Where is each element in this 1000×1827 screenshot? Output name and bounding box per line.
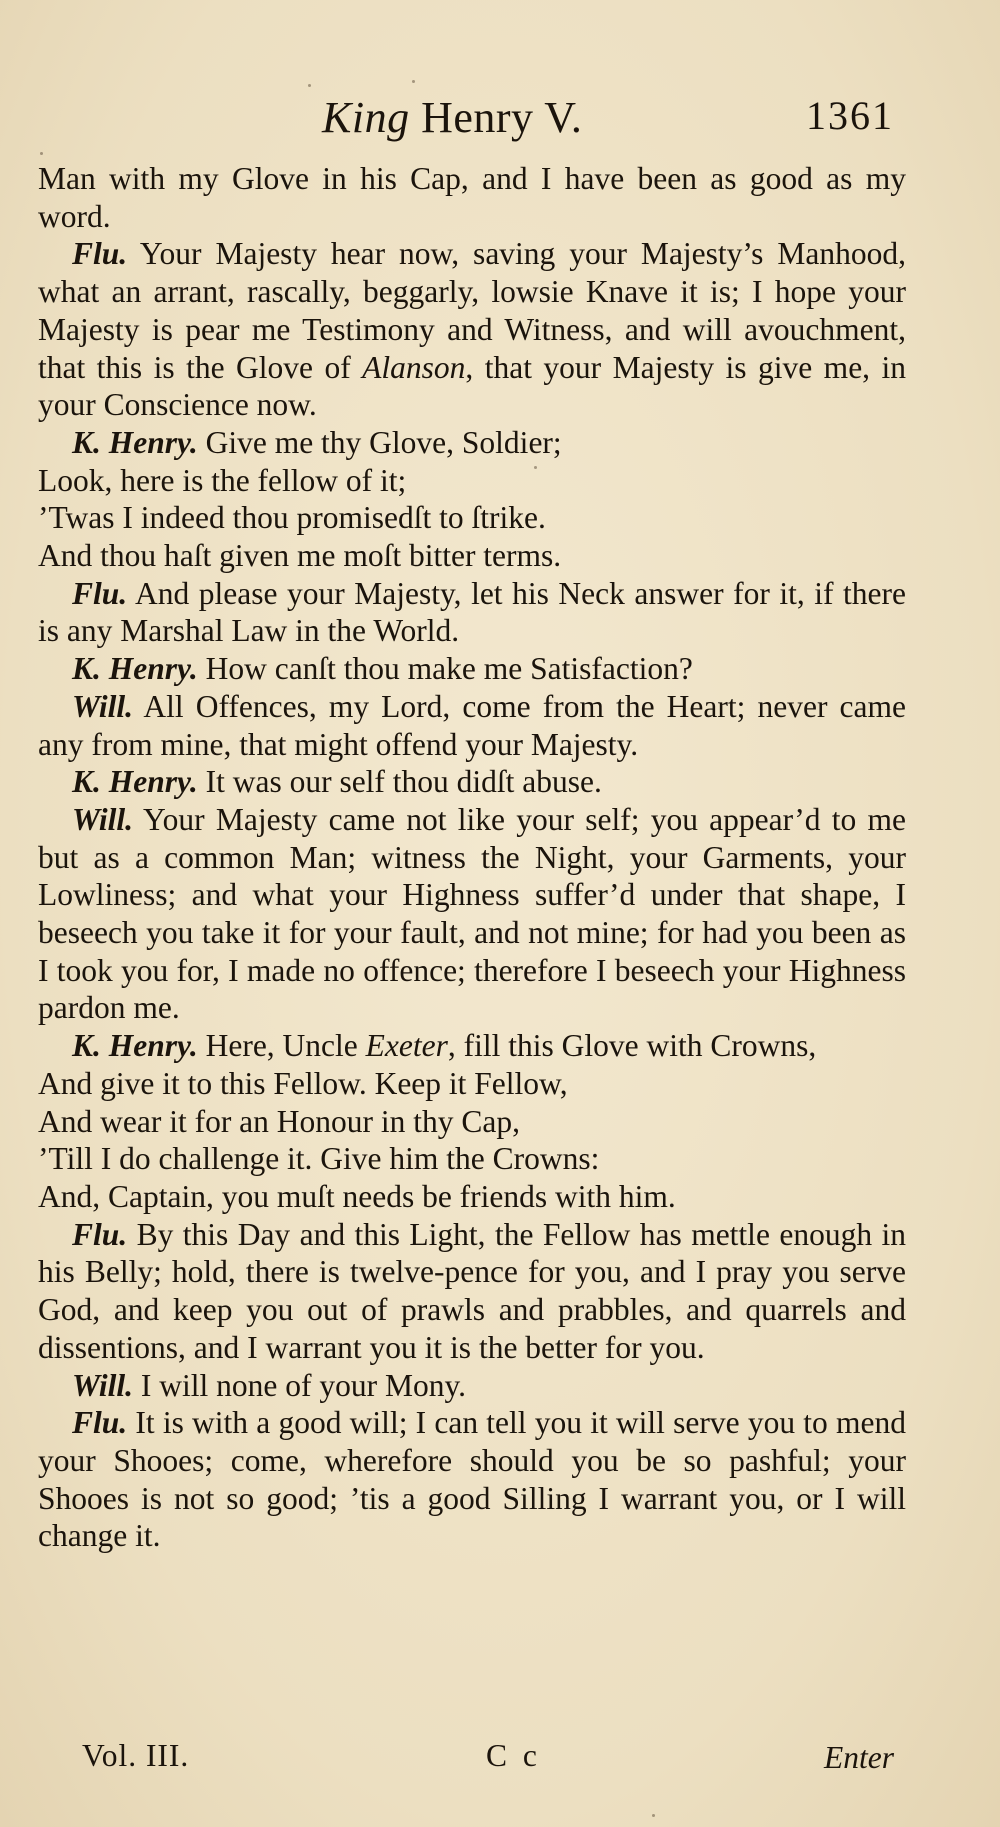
dialogue-text: ’Twas I indeed thou promisedſt to ſtrike. <box>38 500 546 536</box>
speech-paragraph <box>38 575 906 650</box>
running-title-rest: Henry V. <box>409 93 583 142</box>
dialogue-text: And please your Majesty, let his Neck answer for it, if there is any Marshal Law in the World. <box>38 575 906 649</box>
dialogue-text: Look, here is the fellow of it; <box>38 462 407 498</box>
speaker-name: K. Henry. <box>72 651 198 687</box>
dialogue-text: And, Captain, you muſt needs be friends with him. <box>38 1178 676 1214</box>
speech-paragraph <box>38 688 906 763</box>
ink-speck <box>412 80 415 83</box>
italic-name: Alanson <box>362 349 466 385</box>
dialogue-text: , fill this Glove with Crowns, <box>447 1028 817 1064</box>
dialogue-text: Give me thy Glove, Soldier; <box>197 424 562 460</box>
verse-line <box>38 1103 906 1141</box>
dialogue-text: Here, Uncle <box>197 1028 366 1064</box>
ink-speck <box>534 466 537 469</box>
speech-paragraph <box>38 763 906 801</box>
speech-paragraph <box>38 801 906 1027</box>
verse-line <box>38 1140 906 1178</box>
running-head <box>0 92 1000 152</box>
dialogue-text: I will none of your Mony. <box>132 1367 467 1403</box>
dialogue-text: Your Majesty came not like your self; you appear’d to me but as a common Man; witness the Night, your Garments, your Lowliness; and what your Highness suffer’d under that shape, I beseech you take it for your fault, and not mine; for had you been as I took you for, I made no offence; therefore I beseech your Highness pardon me. <box>38 801 906 1026</box>
verse-line <box>38 499 906 537</box>
speech-paragraph <box>38 1404 906 1555</box>
volume-signature: Vol. III. <box>82 1738 190 1773</box>
speaker-name: Flu. <box>72 236 128 272</box>
catchword: Enter <box>824 1740 894 1775</box>
ink-speck <box>652 1814 655 1817</box>
verse-line <box>38 1027 906 1065</box>
dialogue-text: It was our self thou didſt abuse. <box>197 764 602 800</box>
verse-line <box>38 462 906 500</box>
speaker-name: Flu. <box>72 575 128 611</box>
speaker-name: Flu. <box>72 1216 128 1252</box>
page-number: 1361 <box>806 93 894 138</box>
dialogue-text: It is with a good will; I can tell you it will serve you to mend your Shooes; come, wherefore should you be so pashful; your Shooes is not so good; ’tis a good Silling I warrant you, or I will change it. <box>38 1405 906 1554</box>
speaker-name: Will. <box>72 801 133 837</box>
verse-line <box>38 537 906 575</box>
speaker-name: Will. <box>72 1367 133 1403</box>
dialogue-text: All Offences, my Lord, come from the Heart; never came any from mine, that might offend your Majesty. <box>38 688 906 762</box>
dialogue-text: Your Majesty hear now, saving your Majesty’s Manhood, what an arrant, rascally, beggarly, lowsie Knave it is; I hope your Majesty is pear me Testimony and Witness, and will avouchment, that this is the Glove of <box>38 236 906 385</box>
speech-paragraph <box>38 160 906 235</box>
play-text <box>38 160 906 1555</box>
dialogue-text: And give it to this Fellow. Keep it Fellow, <box>38 1065 568 1101</box>
ink-speck <box>40 152 43 155</box>
dialogue-text: ’Till I do challenge it. Give him the Crowns: <box>38 1141 600 1177</box>
speaker-name: K. Henry. <box>72 424 198 460</box>
speaker-name: K. Henry. <box>72 764 198 800</box>
speech-paragraph <box>38 1367 906 1405</box>
speaker-name: Flu. <box>72 1405 128 1441</box>
speaker-name: K. Henry. <box>72 1028 198 1064</box>
speech-paragraph <box>38 235 906 424</box>
running-title <box>322 92 582 143</box>
speech-paragraph <box>38 1216 906 1367</box>
speech-paragraph <box>38 650 906 688</box>
ink-speck <box>308 84 311 87</box>
dialogue-text: And wear it for an Honour in thy Cap, <box>38 1103 521 1139</box>
verse-line <box>38 1178 906 1216</box>
dialogue-text: By this Day and this Light, the Fellow has mettle enough in his Belly; hold, there is twelve-pence for you, and I pray you serve God, and keep you out of prawls and prabbles, and quarrels and dissentions, and I warrant you it is the better for you. <box>38 1216 906 1365</box>
dialogue-text: Man with my Glove in his Cap, and I have been as good as my word. <box>38 161 906 234</box>
speaker-name: Will. <box>72 688 133 724</box>
dialogue-text: , that your Majesty is give me, in your Conscience now. <box>38 349 906 423</box>
dialogue-text: How canſt thou make me Satisfaction? <box>197 651 693 687</box>
gathering-signature: C c <box>486 1738 541 1773</box>
page-footer <box>0 1738 1000 1788</box>
verse-line <box>38 1065 906 1103</box>
verse-line <box>38 424 906 462</box>
running-title-italic: King <box>322 93 410 142</box>
italic-name: Exeter <box>365 1028 448 1064</box>
dialogue-text: And thou haſt given me moſt bitter terms. <box>38 538 562 574</box>
